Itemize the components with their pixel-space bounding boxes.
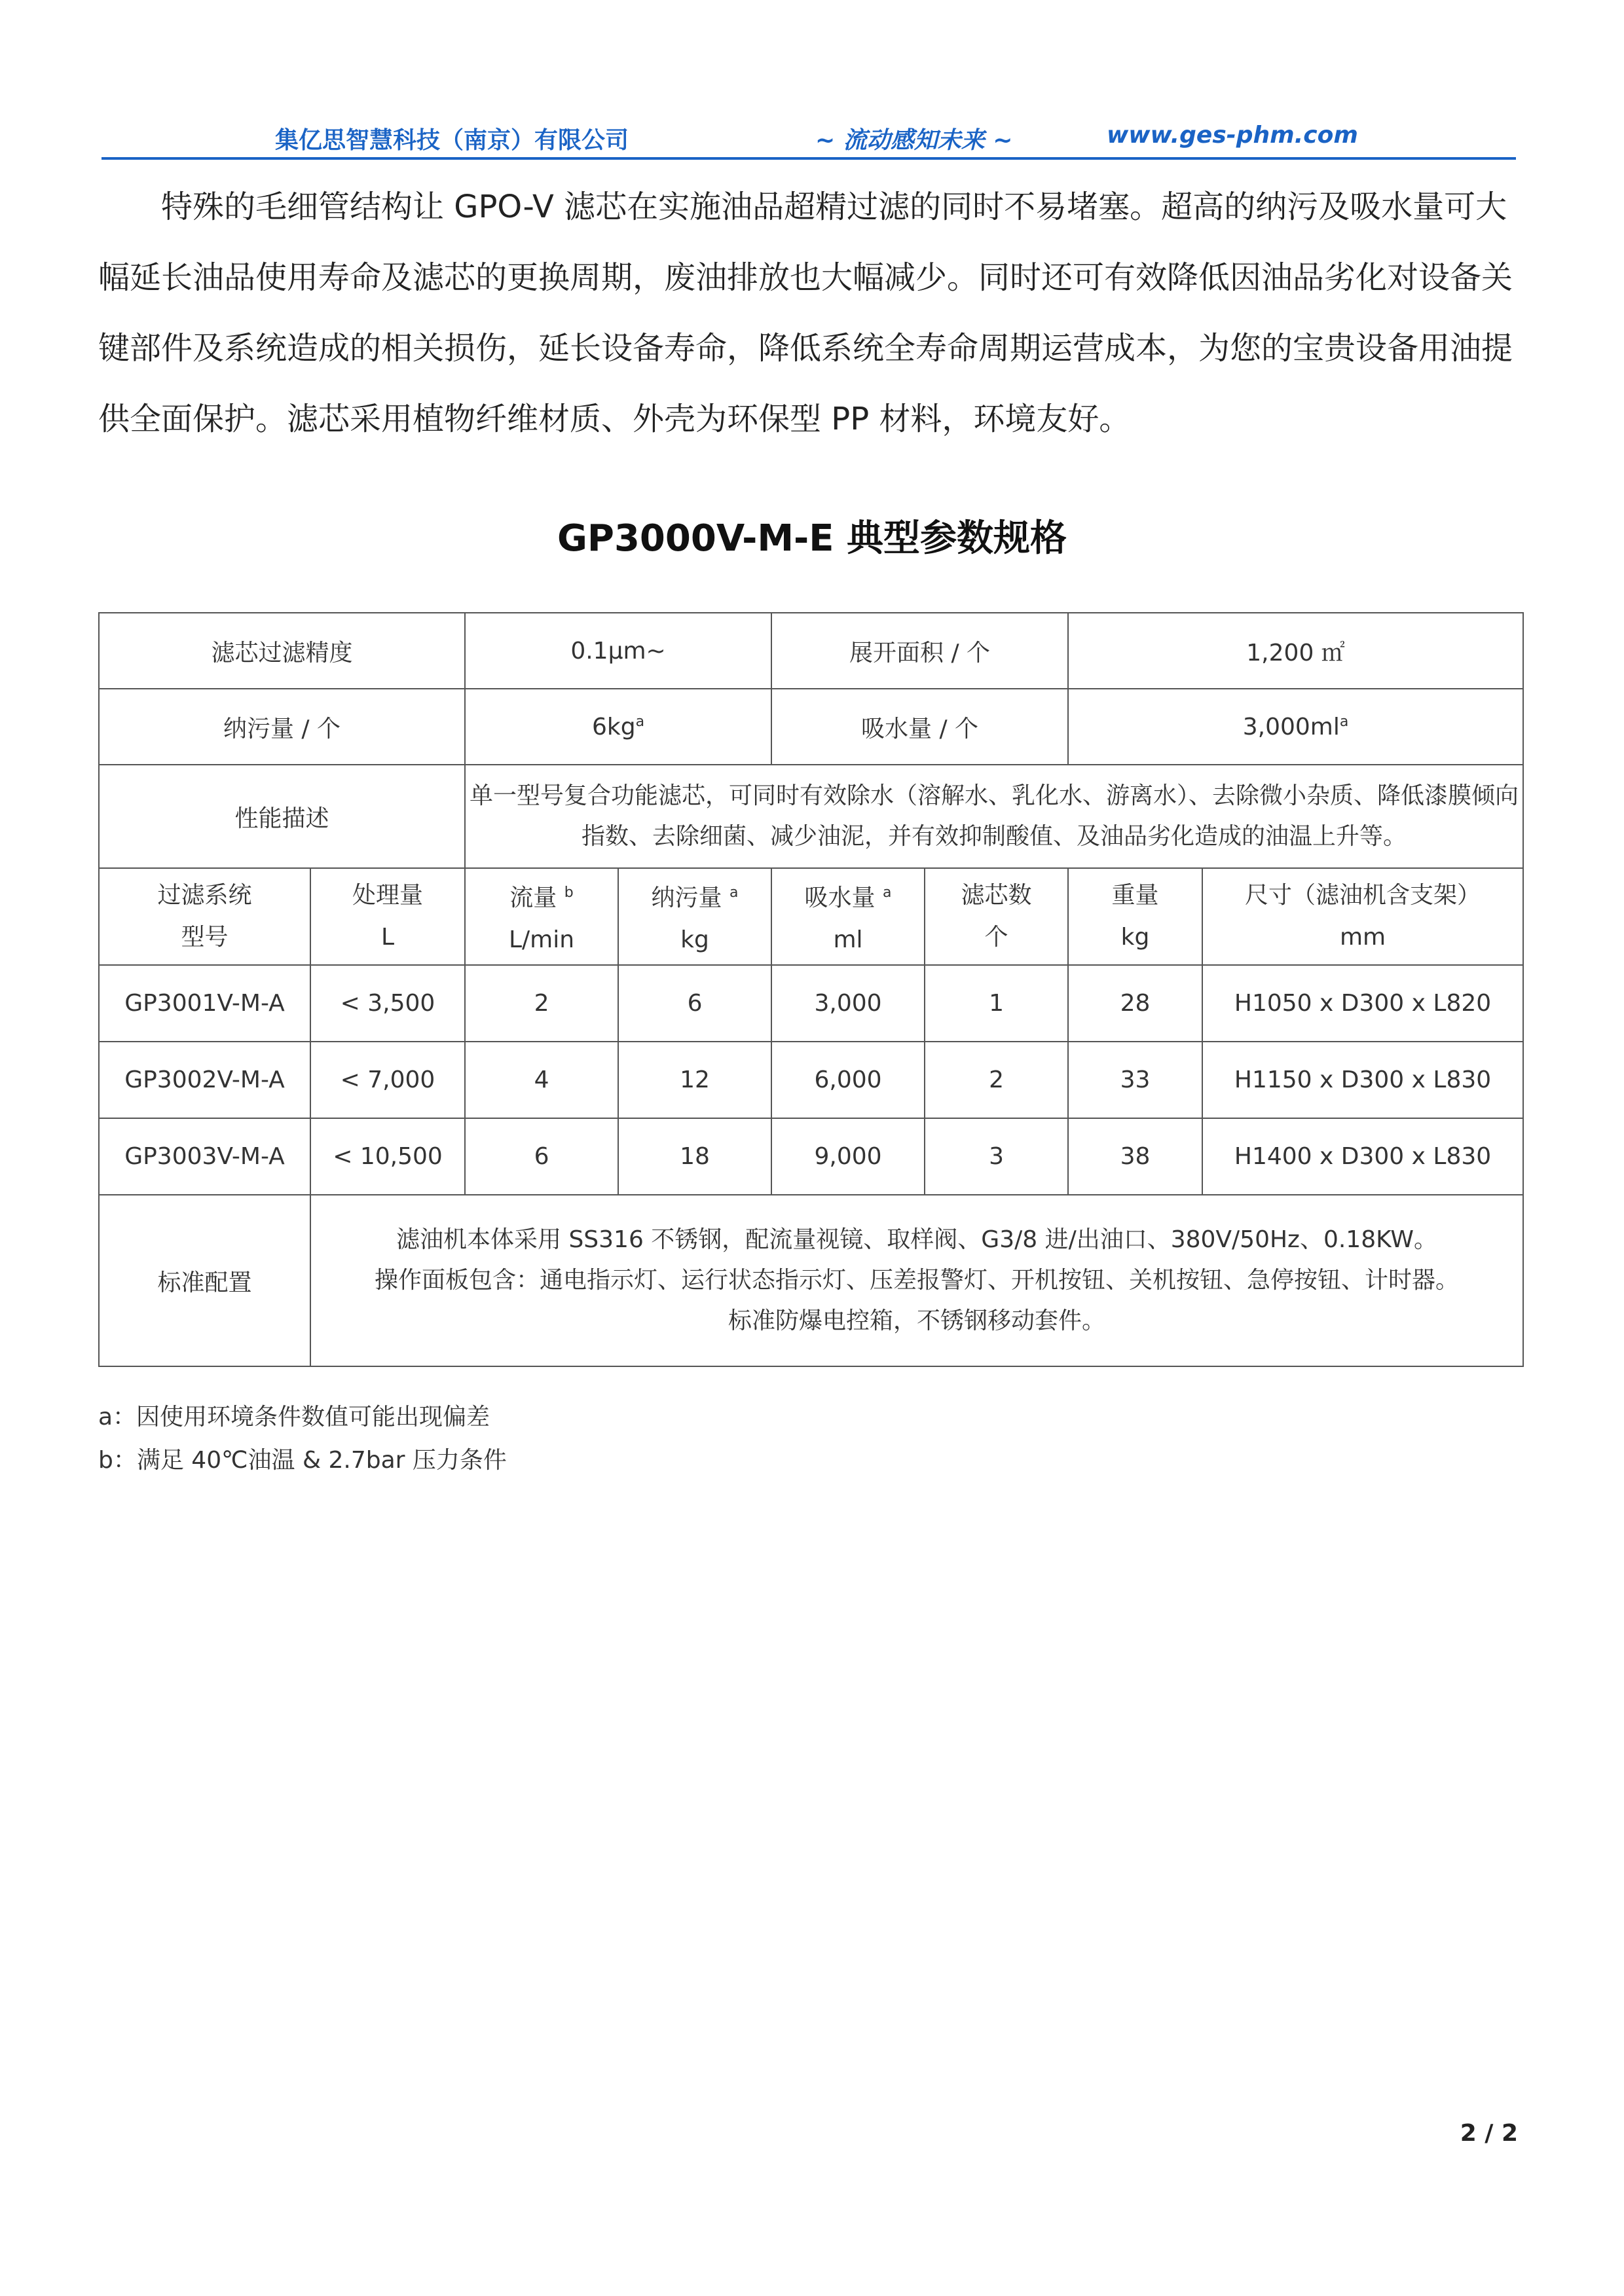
- dirt-cell: [465, 689, 771, 765]
- intro-paragraph: [98, 172, 1522, 454]
- page-number: 2 / 2: [1460, 2120, 1518, 2147]
- cell-model: GP3003V-M-A: [99, 1118, 310, 1195]
- cell-model: GP3002V-M-A: [99, 1042, 310, 1118]
- spec-row-performance: [99, 765, 1523, 868]
- cell-elements: 3: [925, 1118, 1068, 1195]
- footnotes: [98, 1396, 507, 1482]
- standard-label: 标准配置: [99, 1195, 310, 1366]
- dirt-label: 纳污量 / 个: [99, 689, 465, 765]
- cell-water: 6,000: [771, 1042, 925, 1118]
- cell-flow: 2: [465, 965, 618, 1042]
- cell-size: H1050 x D300 x L820: [1202, 965, 1523, 1042]
- col-header-weight: 重量 kg: [1068, 868, 1202, 965]
- cell-model: GP3001V-M-A: [99, 965, 310, 1042]
- footnote-b: b：满足 40℃油温 & 2.7bar 压力条件: [98, 1447, 507, 1474]
- cell-water: 3,000: [771, 965, 925, 1042]
- cell-size: H1150 x D300 x L830: [1202, 1042, 1523, 1118]
- standard-line: 标准防爆电控箱，不锈钢移动套件。: [728, 1307, 1106, 1334]
- column-header-row: [99, 868, 1523, 965]
- cell-flow: 6: [465, 1118, 618, 1195]
- col-header-throughput: 处理量 L: [310, 868, 465, 965]
- col-header-dirt: 纳污量 $^a$ kg: [618, 868, 771, 965]
- cell-weight: 33: [1068, 1042, 1202, 1118]
- standard-config-row: [99, 1195, 1523, 1366]
- page-header: [101, 111, 1516, 160]
- col-header-water: 吸水量 $^a$ ml: [771, 868, 925, 965]
- col-header-flow: 流量 $^b$ L/min: [465, 868, 618, 965]
- precision-value: 0.1μm~: [465, 613, 771, 689]
- table-row: [99, 1042, 1523, 1118]
- cell-dirt: 18: [618, 1118, 771, 1195]
- section-title: GP3000V-M-E 典型参数规格: [557, 517, 1067, 560]
- precision-label: 滤芯过滤精度: [99, 613, 465, 689]
- spec-row-precision: [99, 613, 1523, 689]
- header-url: www.ges-phm.com: [1107, 122, 1358, 149]
- cell-weight: 28: [1068, 965, 1202, 1042]
- cell-throughput: < 3,500: [310, 965, 465, 1042]
- cell-water: 9,000: [771, 1118, 925, 1195]
- cell-elements: 2: [925, 1042, 1068, 1118]
- col-header-size: 尺寸（滤油机含支架） mm: [1202, 868, 1523, 965]
- water-cell: [1068, 689, 1523, 765]
- water-sup: a: [1339, 713, 1349, 730]
- spec-table: [98, 612, 1524, 1367]
- cell-dirt: 6: [618, 965, 771, 1042]
- area-label: 展开面积 / 个: [771, 613, 1068, 689]
- perf-value: 单一型号复合功能滤芯，可同时有效除水（溶解水、乳化水、游离水）、去除微小杂质、降低漆膜倾向指数、去除细菌、减少油泥，并有效抑制酸值、及油品劣化造成的油温上升等。: [465, 765, 1523, 868]
- cell-weight: 38: [1068, 1118, 1202, 1195]
- area-value: 1,200 ㎡: [1068, 613, 1523, 689]
- perf-label: 性能描述: [99, 765, 465, 868]
- table-row: [99, 965, 1523, 1042]
- standard-config: [310, 1195, 1523, 1366]
- standard-line: 滤油机本体采用 SS316 不锈钢，配流量视镜、取样阀、G3/8 进/出油口、380V/50Hz、0.18KW。: [396, 1226, 1438, 1253]
- water-label: 吸水量 / 个: [771, 689, 1068, 765]
- cell-dirt: 12: [618, 1042, 771, 1118]
- cell-throughput: < 10,500: [310, 1118, 465, 1195]
- col-header-model: 过滤系统 型号: [99, 868, 310, 965]
- intro-text: 特殊的毛细管结构让 GPO-V 滤芯在实施油品超精过滤的同时不易堵塞。超高的纳污及吸水量可大幅延长油品使用寿命及滤芯的更换周期，废油排放也大幅减少。同时还可有效降低因油品劣化对设备关键部件及系统造成的相关损伤，延长设备寿命，降低系统全寿命周期运营成本，为您的宝贵设备用油提供全面保护。滤芯采用植物纤维材质、外壳为环保型 PP 材料，环境友好。: [98, 189, 1513, 437]
- standard-line: 操作面板包含：通电指示灯、运行状态指示灯、压差报警灯、开机按钮、关机按钮、急停按钮、计时器。: [375, 1267, 1460, 1294]
- cell-size: H1400 x D300 x L830: [1202, 1118, 1523, 1195]
- water-value: 3,000ml: [1242, 713, 1340, 740]
- dirt-sup: a: [635, 713, 645, 730]
- header-slogan: ~ 流动感知未来 ~: [815, 127, 1013, 154]
- dirt-value: 6kg: [591, 713, 636, 740]
- spec-row-capacity: [99, 689, 1523, 765]
- footnote-a: a：因使用环境条件数值可能出现偏差: [98, 1404, 490, 1430]
- cell-throughput: < 7,000: [310, 1042, 465, 1118]
- table-row: [99, 1118, 1523, 1195]
- cell-flow: 4: [465, 1042, 618, 1118]
- header-company: 集亿思智慧科技（南京）有限公司: [275, 127, 629, 154]
- col-header-elements: 滤芯数 个: [925, 868, 1068, 965]
- cell-elements: 1: [925, 965, 1068, 1042]
